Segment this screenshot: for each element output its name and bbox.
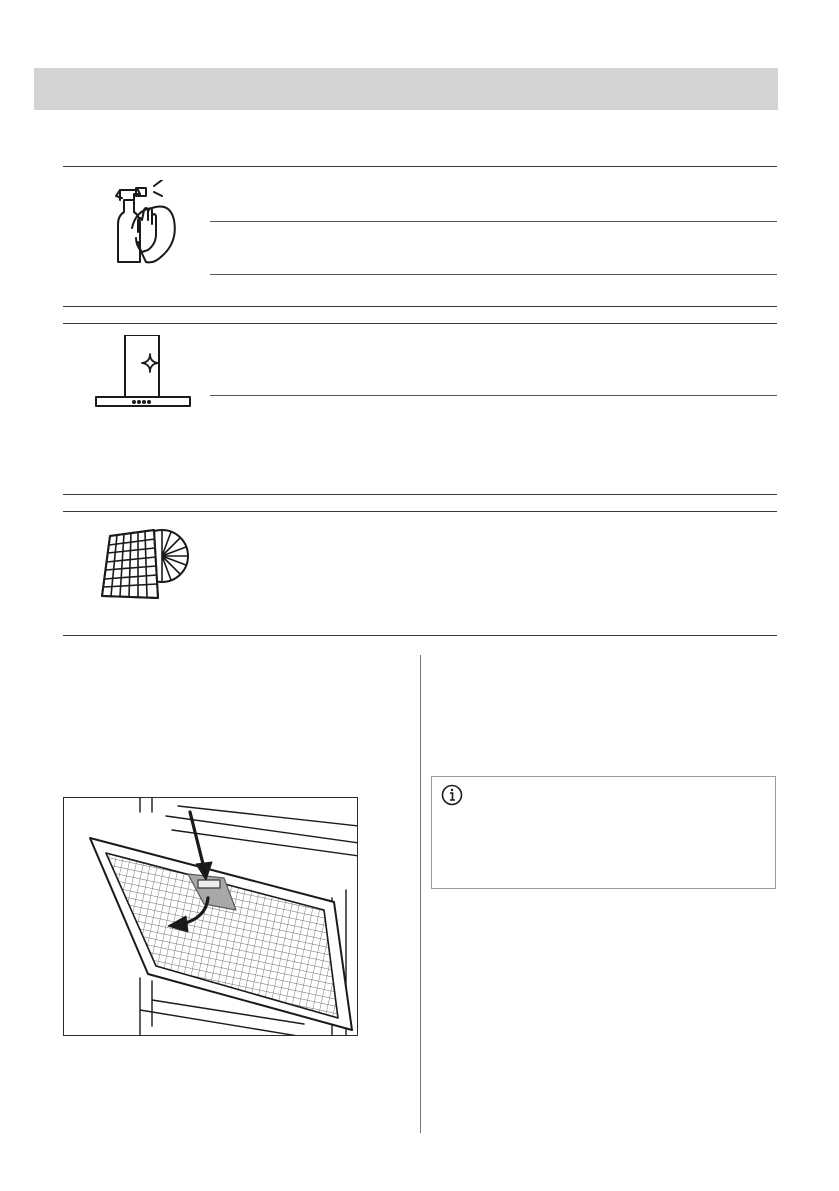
table-cell-divider <box>210 395 777 396</box>
table-cell-divider <box>210 221 777 222</box>
spray-bottle-cloth-icon <box>106 180 176 266</box>
table-cell-divider <box>210 274 777 275</box>
table-row-divider <box>63 306 777 307</box>
grease-and-carbon-filter-icon <box>100 520 192 604</box>
table-row-divider <box>63 511 777 512</box>
info-note-box <box>431 776 776 889</box>
column-divider <box>420 655 421 1133</box>
table-row-divider <box>63 323 777 324</box>
table-row-divider <box>63 494 777 495</box>
table-row-divider <box>63 635 777 636</box>
section-header-band <box>34 68 778 110</box>
table-row-divider <box>63 166 777 167</box>
grease-filter-removal-illustration <box>63 797 358 1036</box>
info-icon <box>441 784 463 811</box>
cooker-hood-sparkle-icon <box>94 335 192 409</box>
